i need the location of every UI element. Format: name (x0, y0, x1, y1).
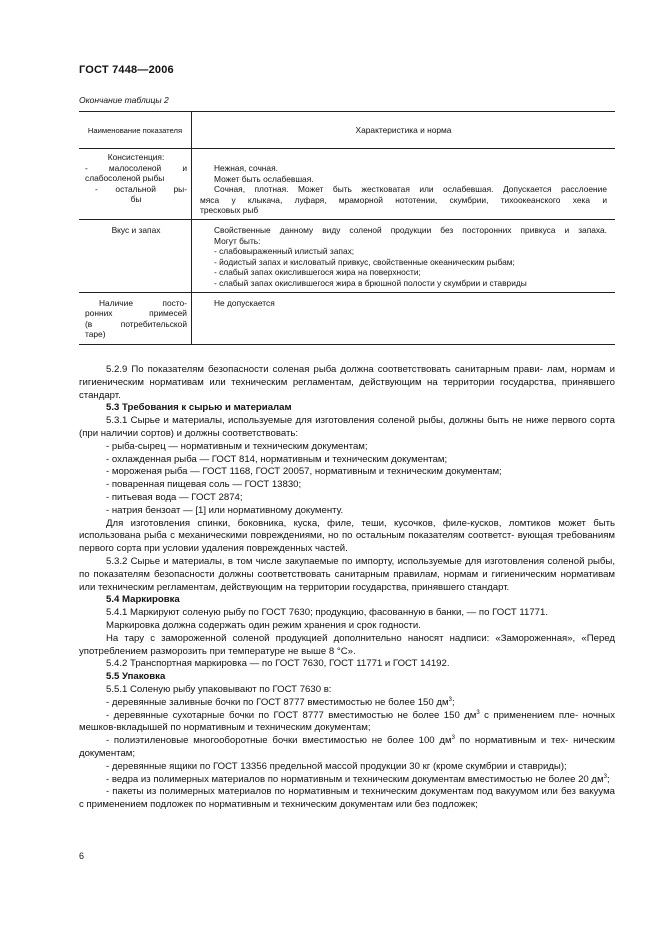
section-heading: 5.3 Требования к сырью и материалам (106, 402, 292, 414)
table-row (79, 149, 615, 220)
list-item-tail: ; (451, 696, 455, 708)
row-value-cell (192, 219, 616, 292)
paragraph: 5.2.9 По показателям безопасности соленая рыба должна соответствовать санитарным прави- лам, нормам и гигиеническим нормативам или техническим регламентам, действующим на территории государства, принявшего стандарт. (79, 364, 615, 401)
value-line: Могут быть: (214, 235, 261, 246)
paragraph: Для изготовления спинки, боковника, куска, филе, теши, кусочков, филе-кусков, ломтиков может быть использована рыба с механическими повреждениями, но по остальным показателям соответст- вующая требованиям первого сорта при условии удаления поврежденных частей. (79, 517, 615, 555)
list-item: - охлажденная рыба — ГОСТ 814, нормативным и техническим документам; (106, 453, 448, 465)
superscript: 3 (448, 696, 452, 703)
value-line: Свойственные данному виду соленой продукции без посторонних привкуса и запаха. (214, 224, 607, 235)
value-line: Нежная, сочная. (214, 163, 278, 173)
list-item: - питьевая вода — ГОСТ 2874; (106, 491, 243, 503)
page-number: 6 (79, 851, 85, 861)
indicator-line: - остальной ры- (95, 183, 187, 194)
header-indicator-text: Наименование показателя (87, 125, 183, 135)
paragraph: 5.4.2 Транспортная маркировка — по ГОСТ 7630, ГОСТ 11771 и ГОСТ 14192. (106, 658, 450, 670)
table-row (79, 292, 615, 344)
list-item-tail: ; (606, 773, 610, 785)
list-item: - поваренная пищевая соль — ГОСТ 13830; (106, 479, 302, 491)
list-item: - пакеты из полимерных материалов по нормативным и техническим документам под вакуумом или без вакуума с применением подложек по нормативным и техническим документам или без подложек; (79, 786, 615, 811)
section-heading: 5.5 Упаковка (106, 671, 166, 683)
indicator-line: Вкус и запах (111, 224, 161, 235)
list-item-text: - деревянные сухотарные бочки по ГОСТ 8777 вместимостью не более 150 дм (106, 709, 477, 721)
indicator-line: ронних примесей (85, 308, 187, 319)
row-indicator-cell (79, 149, 192, 220)
indicator-line: бы (130, 194, 142, 205)
row-value-cell (192, 292, 616, 344)
table-header-characteristic (192, 112, 616, 149)
indicator-line: - малосоленой и (85, 162, 187, 173)
paragraph: 5.5.1 Соленую рыбу упаковывают по ГОСТ 7630 в: (106, 683, 332, 695)
indicator-line: таре) (85, 329, 106, 340)
indicator-line: Консистенция: (107, 152, 165, 162)
list-item-text: - ведра из полимерных материалов по нормативным и техническим документам вместимостью не более 20 дм (106, 773, 604, 785)
table-header-row (79, 112, 615, 149)
row-indicator-cell (79, 219, 192, 292)
value-line: мяса у клыкача, луфаря, мраморной нототении, скумбрии, тихоокеанского хека и (200, 194, 607, 205)
value-line: Сочная, плотная. Может быть жестковатая или ослабевшая. Допускается расслоение (214, 184, 607, 195)
list-item-text: - деревянные заливные бочки по ГОСТ 8777 вместимостью не более 150 дм (106, 696, 449, 708)
value-line: - слабовыраженный илистый запах; (214, 246, 355, 257)
list-item: - деревянные ящики по ГОСТ 13356 предельной массой продукции 30 кг (кроме скумбрии и ставриды); (106, 760, 567, 772)
table-row (79, 219, 615, 292)
section-heading: 5.4 Маркировка (106, 594, 180, 606)
superscript: 3 (603, 773, 607, 780)
document-code-header: ГОСТ 7448—2006 (79, 64, 174, 76)
list-item-tail: по нормативным и тех- ническим документам; (79, 735, 616, 759)
list-item (79, 735, 615, 761)
paragraph: Маркировка должна содержать один режим хранения и срок годности. (106, 619, 421, 631)
list-item (79, 697, 615, 710)
requirements-table (79, 111, 615, 345)
value-line: тресковых рыб (200, 205, 259, 216)
value-line: Не допускается (214, 297, 275, 308)
value-line: - слабый запах окислившегося жира в брюшной полости у скумбрии и ставриды (214, 277, 527, 288)
indicator-line: слабосоленой рыбы (85, 173, 165, 184)
value-line: - слабый запах окислившегося жира на поверхности; (214, 267, 421, 278)
value-line: Может быть ослабевшая. (214, 173, 314, 184)
list-item: - рыба-сырец — нормативным и техническим документам; (106, 440, 368, 452)
indicator-line: Наличие посто- (99, 297, 187, 308)
list-item-text: - полиэтиленовые многооборотные бочки вместимостью не более 100 дм (106, 735, 452, 747)
list-item (79, 710, 615, 736)
header-characteristic-text: Характеристика и норма (355, 124, 452, 135)
list-item: - натрия бензоат — [1] или нормативному документу. (106, 504, 344, 516)
document-body (79, 364, 615, 812)
value-line: - йодистый запах и кисловатый привкус, свойственные океаническим рыбам; (214, 256, 515, 267)
paragraph: 5.3.2 Сырье и материалы, в том числе закупаемые по импорту, используемые для изготовления соленой рыбы, по показателям безопасности должны соответствовать санитарным правилам, нормам и гигиеническим нормативам или техническим регламентам, действующим на территории государства, принявшего стандарт. (79, 555, 615, 593)
row-indicator-cell (79, 292, 192, 344)
paragraph: 5.3.1 Сырье и материалы, используемые для изготовления соленой рыбы, должны быть не ниже первого сорта (при наличии сортов) и должны соответствовать: (79, 415, 615, 439)
superscript: 3 (476, 709, 480, 716)
list-item (79, 774, 615, 787)
superscript: 3 (451, 734, 455, 741)
list-item-tail: с применением пле- ночных мешков-вкладышей по нормативным и техническим документам; (79, 709, 615, 734)
paragraph: На тару с замороженной соленой продукцией дополнительно наносят надписи: «Замороженная», «Перед употреблением разморозить при температуре не выше 8 °С». (79, 632, 615, 657)
paragraph: 5.4.1 Маркируют соленую рыбу по ГОСТ 7630; продукцию, фасованную в банки, — по ГОСТ 11771. (106, 607, 548, 619)
row-value-cell (192, 149, 616, 220)
indicator-line: (в потребительской (85, 318, 187, 329)
list-item: - мороженая рыба — ГОСТ 1168, ГОСТ 20057, нормативным и техническим документам; (106, 466, 502, 478)
table-header-indicator (79, 112, 192, 149)
table-caption: Окончание таблицы 2 (79, 95, 169, 105)
